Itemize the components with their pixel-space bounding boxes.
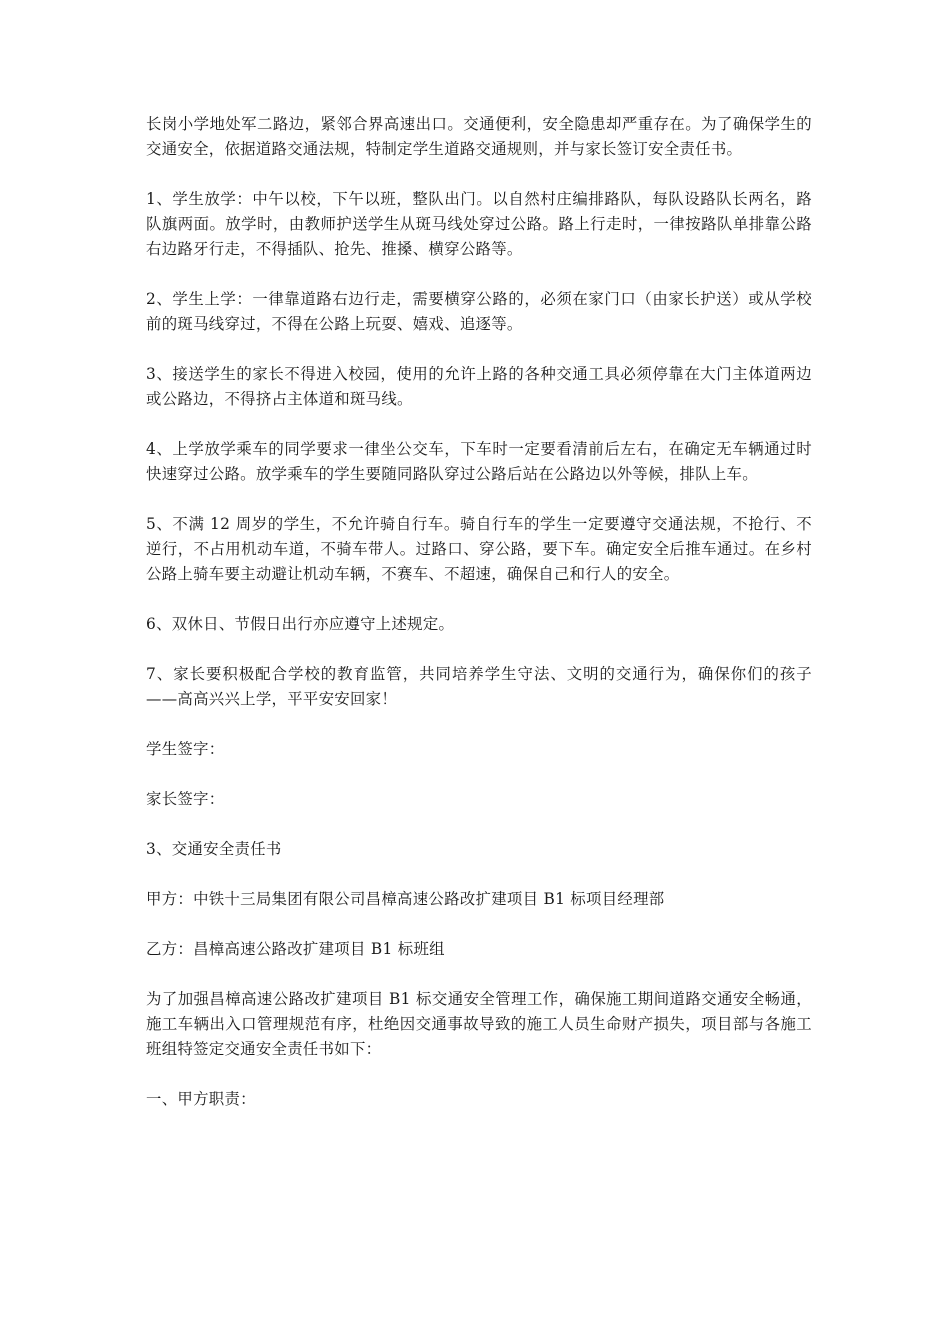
party-a-line: 甲方：中铁十三局集团有限公司昌樟高速公路改扩建项目 B1 标项目经理部: [146, 890, 665, 908]
party-b-line: 乙方：昌樟高速公路改扩建项目 B1 标班组: [146, 940, 445, 958]
party-a-duties-heading: 一、甲方职责：: [146, 1090, 256, 1108]
document-body: [146, 112, 812, 1137]
rule-6-paragraph: 6、双休日、节假日出行亦应遵守上述规定。: [146, 615, 455, 633]
rule-7-paragraph: 7、家长要积极配合学校的教育监管，共同培养学生守法、文明的交通行为，确保你们的孩子——高高兴兴上学，平平安安回家！: [146, 665, 812, 708]
rule-5-paragraph: 5、不满 12 周岁的学生，不允许骑自行车。骑自行车的学生一定要遵守交通法规，不抢行、不逆行，不占用机动车道，不骑车带人。过路口、穿公路，要下车。确定安全后推车通过。在乡村公路上骑车要主动避让机动车辆，不赛车、不超速，确保自己和行人的安全。: [146, 515, 812, 583]
parent-signature-line: 家长签字：: [146, 790, 225, 808]
rule-1-paragraph: 1、学生放学：中午以校，下午以班，整队出门。以自然村庄编排路队，每队设路队长两名，路队旗两面。放学时，由教师护送学生从斑马线处穿过公路。路上行走时，一律按路队单排靠公路右边路牙行走，不得插队、抢先、推搡、横穿公路等。: [146, 190, 812, 258]
agreement-preamble: 为了加强昌樟高速公路改扩建项目 B1 标交通安全管理工作，确保施工期间道路交通安全畅通，施工车辆出入口管理规范有序，杜绝因交通事故导致的施工人员生命财产损失，项目部与各施工班组特签定交通安全责任书如下：: [146, 990, 812, 1058]
section-heading: 3、交通安全责任书: [146, 840, 282, 858]
rule-2-paragraph: 2、学生上学：一律靠道路右边行走，需要横穿公路的，必须在家门口（由家长护送）或从学校前的斑马线穿过，不得在公路上玩耍、嬉戏、追逐等。: [146, 290, 812, 333]
rule-4-paragraph: 4、上学放学乘车的同学要求一律坐公交车，下车时一定要看清前后左右，在确定无车辆通过时快速穿过公路。放学乘车的学生要随同路队穿过公路后站在公路边以外等候，排队上车。: [146, 440, 812, 483]
intro-paragraph: 长岗小学地处军二路边，紧邻合界高速出口。交通便利，安全隐患却严重存在。为了确保学生的交通安全，依据道路交通法规，特制定学生道路交通规则，并与家长签订安全责任书。: [146, 115, 812, 158]
student-signature-line: 学生签字：: [146, 740, 225, 758]
rule-3-paragraph: 3、接送学生的家长不得进入校园，使用的允许上路的各种交通工具必须停靠在大门主体道两边或公路边，不得挤占主体道和斑马线。: [146, 365, 812, 408]
